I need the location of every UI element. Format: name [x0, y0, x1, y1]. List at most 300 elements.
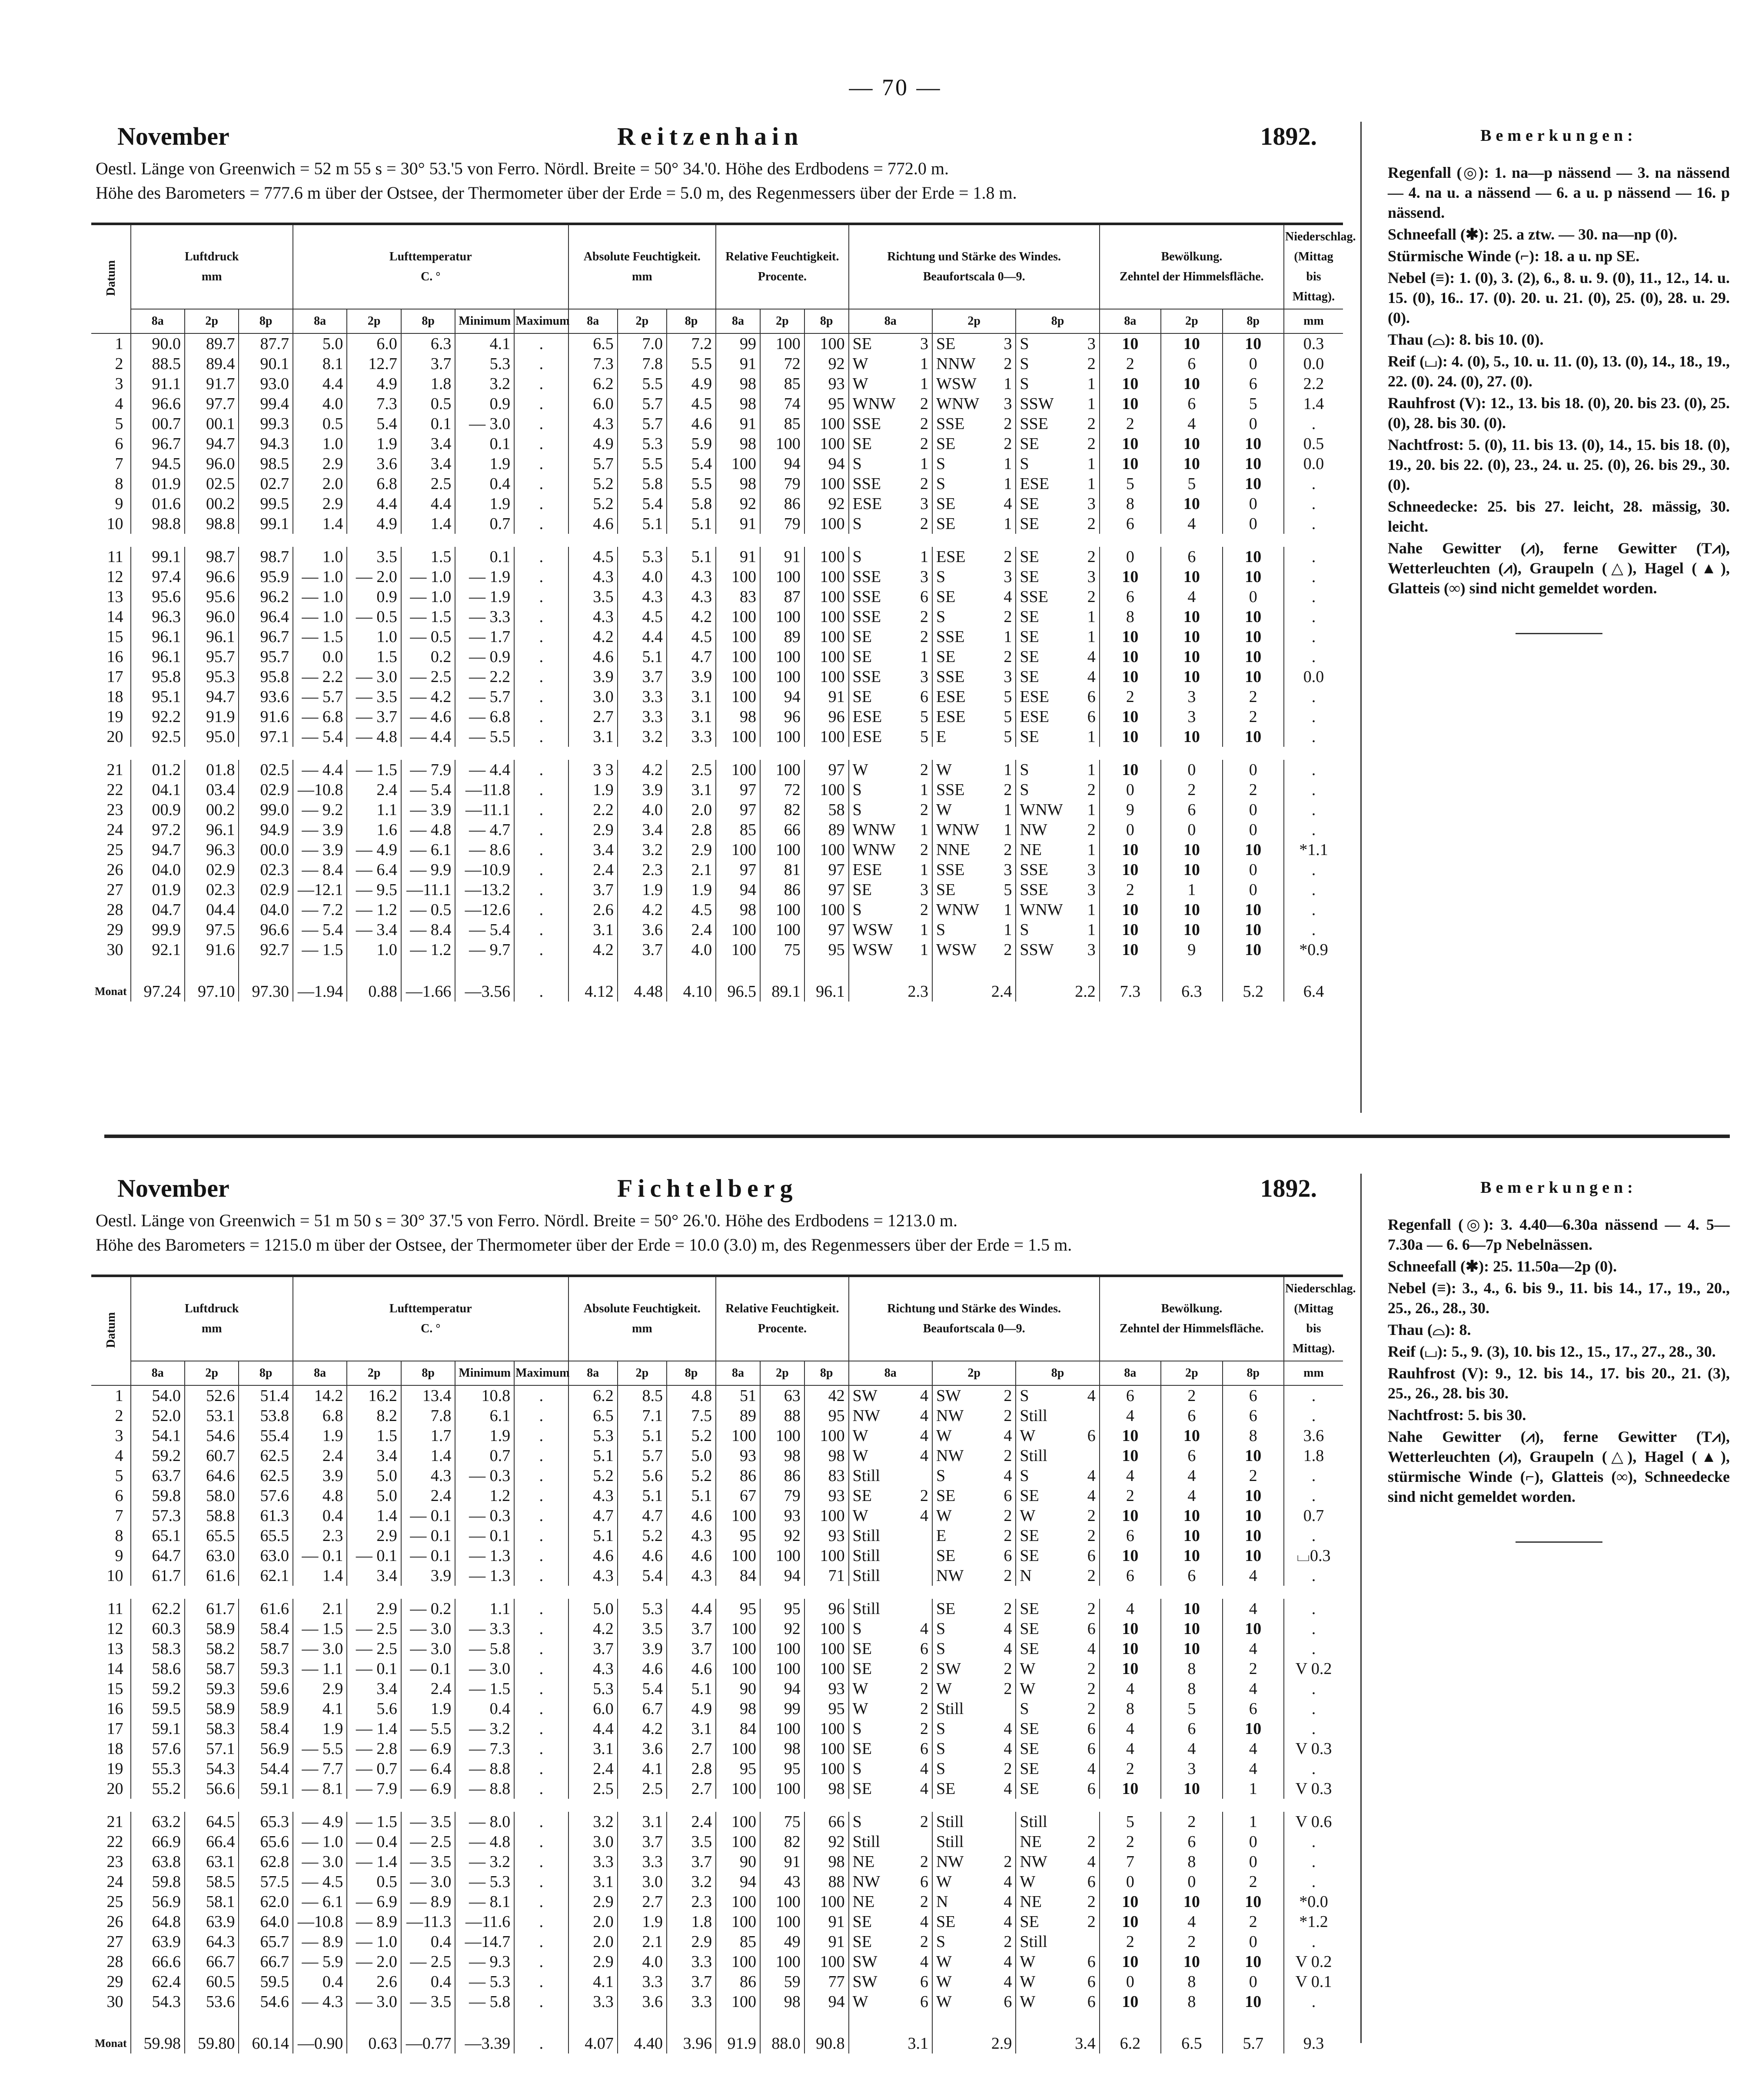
value-cell: . [514, 454, 568, 474]
wind-direction: SE [1020, 628, 1039, 646]
wind-cell [1016, 1566, 1099, 1586]
value-cell: 2.0 [568, 1912, 618, 1932]
cloud-cell: 6 [1161, 354, 1222, 374]
value-cell: 100 [804, 607, 849, 627]
value-cell: 2.4 [401, 1679, 455, 1699]
value-cell: — 1.4 [347, 1719, 401, 1739]
day-cell: 14 [106, 608, 123, 626]
value-cell: 1.9 [618, 880, 667, 900]
wind-cell [849, 960, 932, 1002]
wind-force: 2 [920, 395, 928, 413]
precip-cell: *0.9 [1284, 940, 1343, 960]
wind-direction: ESE [1020, 708, 1049, 726]
cloud-cell: 10 [1161, 374, 1222, 394]
wind-force: 6 [1087, 1720, 1096, 1738]
wind-force: 2 [920, 475, 928, 493]
table-row [91, 1992, 1343, 2012]
wind-force: 1 [920, 648, 928, 666]
column-subheader: 8p [667, 309, 716, 333]
column-subheader: 2p [347, 309, 401, 333]
wind-force: 1 [920, 781, 928, 799]
value-cell: 95 [804, 1406, 849, 1426]
value-cell: 99.0 [239, 800, 292, 820]
value-cell: . [514, 1992, 568, 2012]
wind-force: 1 [1087, 901, 1096, 919]
value-cell: — 3.5 [401, 1812, 455, 1832]
wind-direction: SE [852, 1487, 872, 1505]
value-cell: 3.9 [618, 1639, 667, 1659]
value-cell: 2.9 [347, 1599, 401, 1619]
cloud-cell: 10 [1100, 1619, 1161, 1639]
value-cell: — 5.4 [455, 920, 514, 940]
value-cell: 100 [716, 667, 760, 687]
value-cell: 94 [716, 880, 760, 900]
precip-cell: 0.0 [1284, 354, 1343, 374]
cloud-cell: 2 [1100, 354, 1161, 374]
value-cell: 2.9 [568, 1892, 618, 1912]
month-title: November [117, 122, 229, 150]
wind-force: 4 [920, 1620, 928, 1638]
wind-force: 3 [1004, 395, 1012, 413]
value-cell: — 4.7 [455, 820, 514, 840]
column-subheader: Maximum [514, 309, 568, 333]
value-cell: 95.0 [185, 727, 239, 747]
value-cell: . [514, 394, 568, 414]
value-cell: 100 [716, 1832, 760, 1852]
cloud-cell: 8 [1161, 1679, 1222, 1699]
value-cell: . [514, 567, 568, 587]
value-cell: 58.6 [131, 1659, 185, 1679]
wind-direction: SE [852, 1740, 872, 1758]
wind-direction: SSW [1020, 395, 1054, 413]
cloud-cell: 6 [1161, 547, 1222, 567]
cloud-cell: 4 [1223, 1599, 1284, 1619]
cloud-cell: 1 [1161, 880, 1222, 900]
value-cell: 54.6 [239, 1992, 292, 2012]
wind-direction: W [852, 375, 868, 393]
wind-force: 2 [1004, 1680, 1012, 1698]
value-cell: 6.0 [568, 394, 618, 414]
value-cell: —1.66 [401, 960, 455, 1002]
value-cell: 3.9 [618, 780, 667, 800]
wind-force: 3 [920, 335, 928, 353]
column-subheader: 2p [185, 309, 239, 333]
wind-cell [932, 1832, 1016, 1852]
cloud-cell: 10 [1100, 1912, 1161, 1932]
table-row [91, 707, 1343, 727]
precip-cell: 0.7 [1284, 1506, 1343, 1526]
wind-force: 4 [1087, 648, 1096, 666]
wind-cell [849, 1619, 932, 1639]
value-cell: — 0.5 [347, 607, 401, 627]
column-subheader: Minimum [455, 1361, 514, 1385]
wind-direction: W [936, 1993, 952, 2011]
wind-cell [1016, 1992, 1099, 2012]
precip-cell: . [1284, 567, 1343, 587]
value-cell: . [514, 474, 568, 494]
value-cell: 3.5 [618, 1619, 667, 1639]
wind-direction: SE [1020, 548, 1039, 566]
value-cell: 100 [716, 1992, 760, 2012]
precip-cell: . [1284, 860, 1343, 880]
value-cell: 95.6 [131, 587, 185, 607]
wind-force: 6 [920, 1740, 928, 1758]
wind-cell [849, 1852, 932, 1872]
value-cell: 58.3 [131, 1639, 185, 1659]
table-row [91, 1739, 1343, 1759]
table-row [91, 1659, 1343, 1679]
wind-direction: S [852, 1720, 862, 1738]
wind-direction: S [936, 1933, 946, 1951]
value-cell: 1.9 [401, 1699, 455, 1719]
station-geo-line-1: Oestl. Länge von Greenwich = 52 m 55 s = 30° 53.'5 von Ferro. Nördl. Breite = 50° 34.'0. Höhe des Erdbodens = 772.0 m. [96, 159, 949, 178]
value-cell: — 1.5 [293, 1619, 347, 1639]
value-cell: 97.4 [131, 567, 185, 587]
wind-cell [1016, 1739, 1099, 1759]
wind-force: 2 [1087, 781, 1096, 799]
value-cell: 2.7 [618, 1892, 667, 1912]
value-cell: 2.0 [667, 800, 716, 820]
value-cell: . [514, 354, 568, 374]
value-cell: — 7.9 [401, 760, 455, 780]
value-cell: 72 [760, 780, 804, 800]
value-cell: 1.0 [293, 547, 347, 567]
wind-cell [1016, 1506, 1099, 1526]
precip-cell: . [1284, 1872, 1343, 1892]
wind-force: 4 [1004, 495, 1012, 513]
value-cell: 64.5 [185, 1812, 239, 1832]
table-row [91, 494, 1343, 514]
wind-direction: WSW [936, 941, 977, 959]
value-cell: 92 [716, 494, 760, 514]
value-cell: —11.3 [401, 1912, 455, 1932]
wind-force: 2 [1087, 588, 1096, 606]
value-cell: 6.8 [347, 474, 401, 494]
value-cell: 1.5 [347, 1426, 401, 1446]
wind-cell [932, 474, 1016, 494]
wind-direction: S [852, 1760, 862, 1778]
year-title: 1892. [1260, 122, 1317, 150]
value-cell: — 9.2 [293, 800, 347, 820]
cloud-cell: 10 [1100, 647, 1161, 667]
wind-cell [849, 1526, 932, 1546]
value-cell: —11.1 [455, 800, 514, 820]
precip-cell: . [1284, 760, 1343, 780]
value-cell: 94.3 [239, 434, 292, 454]
value-cell: 77 [804, 1972, 849, 1992]
wind-direction: SE [1020, 1527, 1039, 1545]
value-cell: — 3.3 [455, 607, 514, 627]
wind-force: 3 [1004, 568, 1012, 586]
cloud-cell: 10 [1100, 760, 1161, 780]
wind-cell [1016, 1932, 1099, 1952]
precip-cell: . [1284, 687, 1343, 707]
value-cell: 91.6 [185, 940, 239, 960]
value-cell: — 0.1 [347, 1546, 401, 1566]
cloud-cell: 2 [1161, 1385, 1222, 1406]
cloud-cell: 10 [1161, 627, 1222, 647]
column-subheader: 2p [1161, 1361, 1222, 1385]
wind-direction: Still [936, 1700, 964, 1718]
wind-cell [849, 920, 932, 940]
wind-force: 2 [1087, 821, 1096, 839]
wind-force: 2 [920, 1720, 928, 1738]
value-cell: 4.1 [455, 333, 514, 354]
wind-force: 4 [1087, 1487, 1096, 1505]
day-cell: 21 [106, 1813, 123, 1831]
wind-direction: SSE [936, 415, 965, 433]
wind-force: 2 [1087, 1893, 1096, 1911]
value-cell: 100 [760, 900, 804, 920]
value-cell: 94 [804, 1992, 849, 2012]
value-cell: 64.0 [239, 1912, 292, 1932]
value-cell: 3.0 [568, 1832, 618, 1852]
value-cell: 2.3 [667, 1892, 716, 1912]
value-cell: — 1.0 [401, 587, 455, 607]
wind-cell [1016, 1872, 1099, 1892]
wind-cell [932, 1566, 1016, 1586]
value-cell: — 3.5 [401, 1992, 455, 2012]
value-cell: 63.7 [131, 1466, 185, 1486]
value-cell: — 8.6 [455, 840, 514, 860]
cloud-cell: 10 [1100, 1639, 1161, 1659]
value-cell: 4.3 [568, 567, 618, 587]
value-cell: — 2.0 [347, 1952, 401, 1972]
wind-direction: W [852, 1427, 868, 1445]
value-cell: 58.2 [185, 1639, 239, 1659]
value-cell: 63 [760, 1385, 804, 1406]
cloud-cell: 4 [1100, 1719, 1161, 1739]
wind-force: 2 [920, 415, 928, 433]
wind-direction: W [1020, 1680, 1036, 1698]
value-cell: 100 [716, 1426, 760, 1446]
cloud-cell: 1 [1223, 1779, 1284, 1799]
value-cell: 91 [716, 354, 760, 374]
wind-cell [1016, 1679, 1099, 1699]
table-row [91, 374, 1343, 394]
value-cell: 98.8 [131, 514, 185, 534]
value-cell: 96.7 [239, 627, 292, 647]
value-cell: — 0.1 [401, 1546, 455, 1566]
value-cell: . [514, 1739, 568, 1759]
wind-cell [1016, 707, 1099, 727]
cloud-cell: 5 [1161, 474, 1222, 494]
wind-direction: SE [936, 1487, 956, 1505]
value-cell: — 5.7 [455, 687, 514, 707]
value-cell: 62.4 [131, 1972, 185, 1992]
wind-force: 6 [1004, 1993, 1012, 2011]
value-cell: 4.4 [667, 1599, 716, 1619]
cloud-cell: 10 [1100, 900, 1161, 920]
value-cell: 2.9 [347, 1526, 401, 1546]
value-cell: 90 [716, 1852, 760, 1872]
value-cell: 61.7 [185, 1599, 239, 1619]
wind-cell [1016, 1466, 1099, 1486]
column-subheader: 8p [1223, 1361, 1284, 1385]
wind-cell [1016, 374, 1099, 394]
cloud-cell: 0 [1223, 494, 1284, 514]
value-cell: 100 [760, 1779, 804, 1799]
value-cell: 1.9 [455, 454, 514, 474]
cloud-cell: 10 [1100, 840, 1161, 860]
column-header-relative-feuchtigkeit: Relative Feuchtigkeit. Procente. [716, 224, 849, 309]
value-cell: 100 [804, 474, 849, 494]
day-cell: 23 [106, 1853, 123, 1871]
value-cell: 98 [760, 1446, 804, 1466]
value-cell: 8.1 [293, 354, 347, 374]
wind-direction: Still [852, 1833, 880, 1851]
value-cell: 2.1 [667, 860, 716, 880]
wind-force: 1 [920, 821, 928, 839]
wind-direction: S [936, 475, 946, 493]
wind-force: 2 [920, 901, 928, 919]
wind-cell [932, 1639, 1016, 1659]
value-cell: . [514, 860, 568, 880]
value-cell: 2.3 [618, 860, 667, 880]
wind-direction: SE [1020, 515, 1039, 533]
cloud-cell: 0 [1100, 820, 1161, 840]
value-cell: . [514, 1779, 568, 1799]
wind-direction: NW [1020, 1853, 1047, 1871]
column-subheader: 8a [131, 1361, 185, 1385]
cloud-cell: 10 [1100, 1779, 1161, 1799]
wind-force: 1 [1087, 608, 1096, 626]
value-cell: — 0.1 [455, 1526, 514, 1546]
wind-force: 1 [920, 861, 928, 879]
cloud-cell: 10 [1161, 434, 1222, 454]
value-cell: 100 [804, 627, 849, 647]
precip-cell: . [1284, 414, 1343, 434]
wind-direction: WNW [852, 841, 896, 859]
value-cell: 66.6 [131, 1952, 185, 1972]
value-cell: 4.5 [667, 394, 716, 414]
value-cell: . [514, 547, 568, 567]
value-cell: 100 [760, 667, 804, 687]
value-cell: 85 [716, 820, 760, 840]
value-cell: 100 [760, 333, 804, 354]
value-cell: — 5.5 [401, 1719, 455, 1739]
value-cell: 5.9 [667, 434, 716, 454]
wind-cell [932, 1812, 1016, 1832]
value-cell: 95.3 [185, 667, 239, 687]
wind-cell [932, 800, 1016, 820]
value-cell: 100 [760, 607, 804, 627]
wind-direction: NW [936, 1853, 964, 1871]
value-cell: — 0.5 [401, 900, 455, 920]
wind-force: 6 [1004, 1547, 1012, 1565]
value-cell: 62.5 [239, 1446, 292, 1466]
wind-direction: S [936, 1620, 946, 1638]
spacer-row [91, 1586, 1343, 1599]
value-cell: 3.1 [568, 920, 618, 940]
precip-cell: ⌴0.3 [1284, 1546, 1343, 1566]
value-cell: 58.1 [185, 1892, 239, 1912]
table-row [91, 1599, 1343, 1619]
value-cell: 2.1 [618, 1932, 667, 1952]
wind-force: 6 [1087, 1973, 1096, 1991]
wind-cell [932, 1759, 1016, 1779]
precip-cell: 2.2 [1284, 374, 1343, 394]
value-cell: 99.3 [239, 414, 292, 434]
value-cell: 3.5 [568, 587, 618, 607]
value-cell: 97 [804, 760, 849, 780]
table-row [91, 687, 1343, 707]
remark-item: Nebel (≡): 3., 4., 6. bis 9., 11. bis 14., 17., 19., 20., 25., 26., 28., 30. [1388, 1279, 1730, 1317]
value-cell: 95 [716, 1599, 760, 1619]
value-cell: 0.2 [401, 647, 455, 667]
value-cell: 91 [716, 514, 760, 534]
wind-cell [1016, 1699, 1099, 1719]
value-cell: 3.7 [667, 1639, 716, 1659]
table-row [91, 1719, 1343, 1739]
cloud-cell: 2 [1100, 880, 1161, 900]
value-cell: 5.0 [568, 1599, 618, 1619]
wind-cell [849, 647, 932, 667]
wind-direction: W [936, 1507, 952, 1525]
wind-force: 1 [920, 548, 928, 566]
value-cell: . [514, 880, 568, 900]
value-cell: 100 [804, 1639, 849, 1659]
wind-cell [849, 667, 932, 687]
value-cell: 1.8 [667, 1912, 716, 1932]
value-cell: 2.4 [293, 1446, 347, 1466]
wind-cell [932, 960, 1016, 1002]
value-cell: 57.6 [131, 1739, 185, 1759]
value-cell: 6.5 [568, 1406, 618, 1426]
value-cell: 92.7 [239, 940, 292, 960]
cloud-cell: 2 [1161, 1932, 1222, 1952]
wind-force: 2 [1087, 1567, 1096, 1585]
day-cell: 22 [106, 781, 123, 799]
value-cell: 54.0 [131, 1385, 185, 1406]
value-cell: 3.2 [618, 727, 667, 747]
value-cell: 2.8 [667, 1759, 716, 1779]
value-cell: 91.9 [716, 2012, 760, 2053]
table-row [91, 1639, 1343, 1659]
precip-cell: . [1284, 780, 1343, 800]
value-cell: 00.7 [131, 414, 185, 434]
column-subheader: 8p [239, 309, 292, 333]
value-cell: 5.0 [667, 1446, 716, 1466]
cloud-cell: 2 [1223, 687, 1284, 707]
value-cell: 3.4 [568, 840, 618, 860]
day-cell: 10 [106, 1567, 123, 1585]
value-cell: — 0.3 [455, 1466, 514, 1486]
wind-force: 5 [1004, 688, 1012, 706]
column-subheader: 8a [849, 1361, 932, 1385]
value-cell: 63.9 [185, 1912, 239, 1932]
value-cell: 2.5 [667, 760, 716, 780]
value-cell: — 7.9 [347, 1779, 401, 1799]
observation-table [91, 1275, 1356, 2053]
value-cell: 1.0 [293, 434, 347, 454]
wind-cell [1016, 1546, 1099, 1566]
wind-force: 1 [1087, 841, 1096, 859]
wind-cell [932, 1719, 1016, 1739]
column-header-bewoelkung: Bewölkung. Zehntel der Himmelsfläche. [1100, 224, 1284, 309]
value-cell: 100 [804, 840, 849, 860]
value-cell: . [514, 1446, 568, 1466]
value-cell: 3.2 [618, 840, 667, 860]
day-cell: 5 [115, 1467, 123, 1485]
wind-cell [1016, 567, 1099, 587]
wind-direction: N [1020, 1567, 1032, 1585]
value-cell: 02.5 [239, 760, 292, 780]
value-cell: — 3.9 [293, 820, 347, 840]
wind-force: 2 [920, 515, 928, 533]
wind-direction: S [1020, 781, 1029, 799]
value-cell: 3.3 [667, 1952, 716, 1972]
